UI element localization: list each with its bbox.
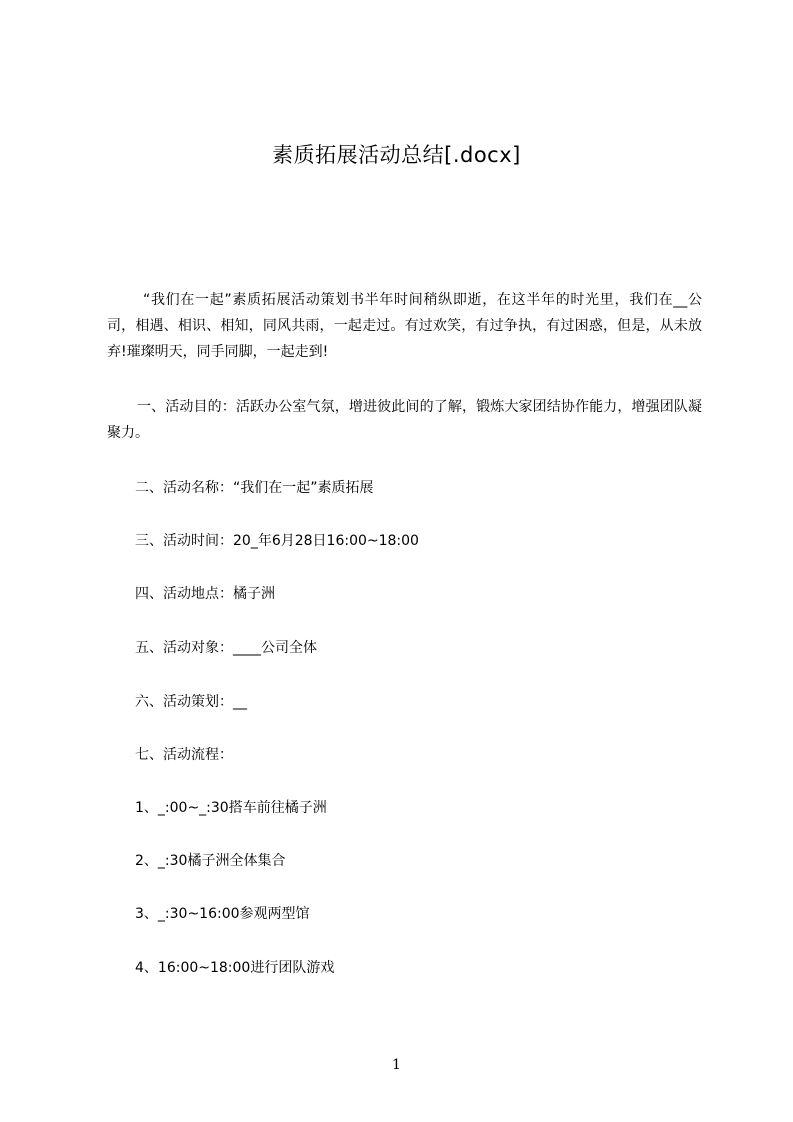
section-activity-planner: 六、活动策划：__ bbox=[135, 694, 247, 710]
section-activity-name: 二、活动名称：“我们在一起”素质拓展 bbox=[135, 480, 374, 496]
flow-step-2: 2、_:30橘子洲全体集合 bbox=[135, 853, 286, 869]
section-activity-time: 三、活动时间：20_年6月28日16:00~18:00 bbox=[135, 533, 419, 549]
flow-step-1: 1、_:00~_:30搭车前往橘子洲 bbox=[135, 800, 327, 816]
section-activity-flow: 七、活动流程： bbox=[135, 747, 233, 763]
section-activity-audience: 五、活动对象：____公司全体 bbox=[135, 640, 317, 656]
flow-step-3: 3、_:30~16:00参观两型馆 bbox=[135, 906, 310, 922]
flow-step-4: 4、16:00~18:00进行团队游戏 bbox=[135, 960, 335, 976]
document-title: 素质拓展活动总结[.docx] bbox=[272, 143, 521, 167]
purpose-paragraph: 一、活动目的：活跃办公室气氛，增进彼此间的了解，锻炼大家团结协作能力，增强团队凝聚力。 bbox=[107, 399, 702, 441]
page-number: 1 bbox=[392, 1057, 401, 1073]
section-activity-location: 四、活动地点：橘子洲 bbox=[135, 586, 275, 602]
intro-paragraph: “我们在一起”素质拓展活动策划书半年时间稍纵即逝，在这半年的时光里，我们在__公司，相遇、相识、相知，同风共雨，一起走过。有过欢笑，有过争执，有过困惑，但是，从未放弃!璀璨明天，同手同脚，一起走到! bbox=[107, 292, 702, 360]
